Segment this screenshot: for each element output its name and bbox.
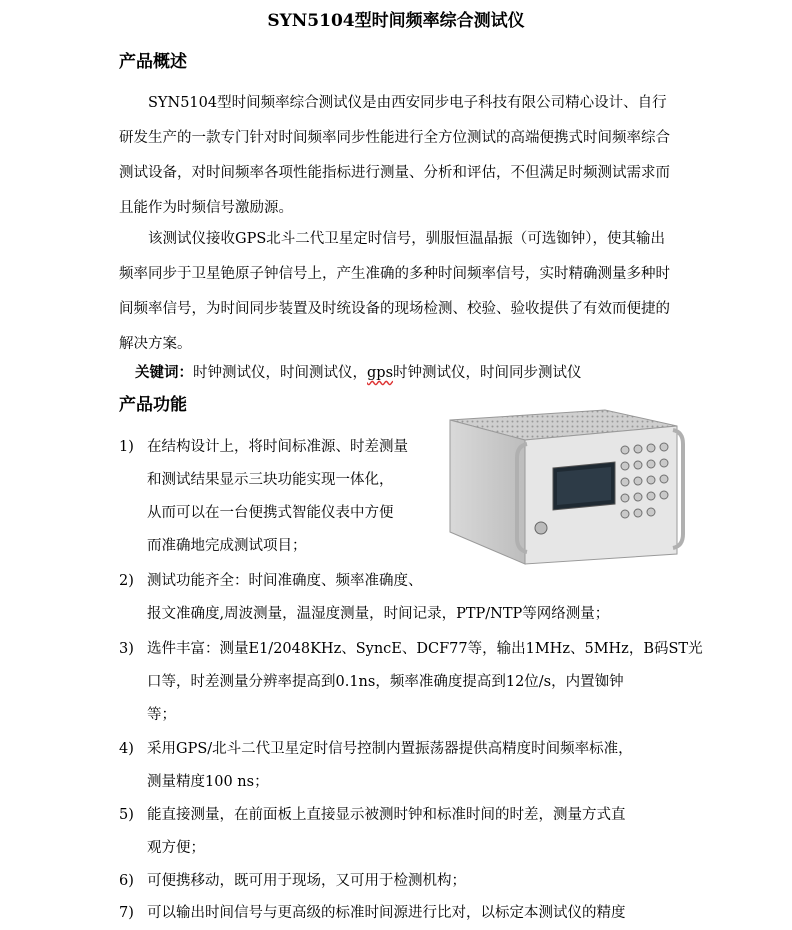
item-line: 能直接测量，在前面板上直接显示被测时钟和标准时间的时差，测量方式直 xyxy=(147,807,626,823)
keywords-text-b: 时钟测试仪，时间同步测试仪 xyxy=(393,365,582,381)
item-text xyxy=(147,431,447,563)
item-line: 从而可以在一台便携式智能仪表中方便 xyxy=(147,505,394,521)
item-text xyxy=(147,799,707,865)
keywords-label: 关键词： xyxy=(135,364,193,381)
item-number: 4) xyxy=(119,741,134,757)
item-line: 选件丰富：测量E1/2048KHz、SyncE、DCF77等，输出1MHz、5MHz，B码ST光 xyxy=(147,641,703,657)
item-line: 口等，时差测量分辨率提高到0.1ns，频率准确度提高到12位/s，内置铷钟 xyxy=(147,674,624,690)
keywords-line xyxy=(135,361,582,385)
overview-paragraph-2: 该测试仪接收GPS北斗二代卫星定时信号，驯服恒温晶振（可选铷钟），使其输出频率同步于卫星铯原子钟信号上，产生准确的多种时间频率信号，实时精确测量多种时间频率信号，为时间同步装置及时统设备的现场检测、校验、验收提供了有效而便捷的解决方案。 xyxy=(119,231,670,352)
section-heading-overview: 产品概述 xyxy=(119,52,187,72)
item-line: 等； xyxy=(147,707,176,723)
item-line: 在结构设计上，将时间标准源、时差测量 xyxy=(147,439,408,455)
keywords-text-a: 时钟测试仪，时间测试仪， xyxy=(193,365,367,381)
item-text xyxy=(147,633,707,732)
item-line: 采用GPS/北斗二代卫星定时信号控制内置振荡器提供高精度时间频率标准， xyxy=(147,741,633,757)
item-number: 5) xyxy=(119,807,134,823)
item-number: 3) xyxy=(119,641,134,657)
item-line: 测量精度100 ns； xyxy=(147,774,269,790)
page-title: SYN5104型时间频率综合测试仪 xyxy=(267,11,525,31)
item-line: 可便携移动，既可用于现场，又可用于检测机构； xyxy=(147,873,466,889)
item-line: 而准确地完成测试项目； xyxy=(147,538,307,554)
item-line: 观方便； xyxy=(147,840,205,856)
item-number: 2) xyxy=(119,573,134,589)
section-heading-features: 产品功能 xyxy=(119,395,187,415)
item-text xyxy=(147,897,707,930)
item-line: 报文准确度,周波测量，温湿度测量，时间记录，PTP/NTP等网络测量； xyxy=(147,606,610,622)
item-number: 6) xyxy=(119,873,134,889)
item-text xyxy=(147,565,707,631)
item-line: 和测试结果显示三块功能实现一体化， xyxy=(147,472,394,488)
device-photo xyxy=(445,404,685,574)
keywords-gps: gps xyxy=(367,365,394,381)
item-number: 7) xyxy=(119,905,134,921)
overview-paragraph-1: SYN5104型时间频率综合测试仪是由西安同步电子科技有限公司精心设计、自行研发生产的一款专门针对时间频率同步性能进行全方位测试的高端便携式时间频率综合测试设备，对时间频率各项性能指标进行测量、分析和评估，不但满足时频测试需求而且能作为时频信号激励源。 xyxy=(119,95,670,216)
item-text xyxy=(147,865,707,898)
item-text xyxy=(147,733,707,799)
item-line: 测试功能齐全：时间准确度、频率准确度、 xyxy=(147,573,423,589)
item-number: 1) xyxy=(119,439,134,455)
item-line: 可以输出时间信号与更高级的标准时间源进行比对，以标定本测试仪的精度 xyxy=(147,905,626,921)
